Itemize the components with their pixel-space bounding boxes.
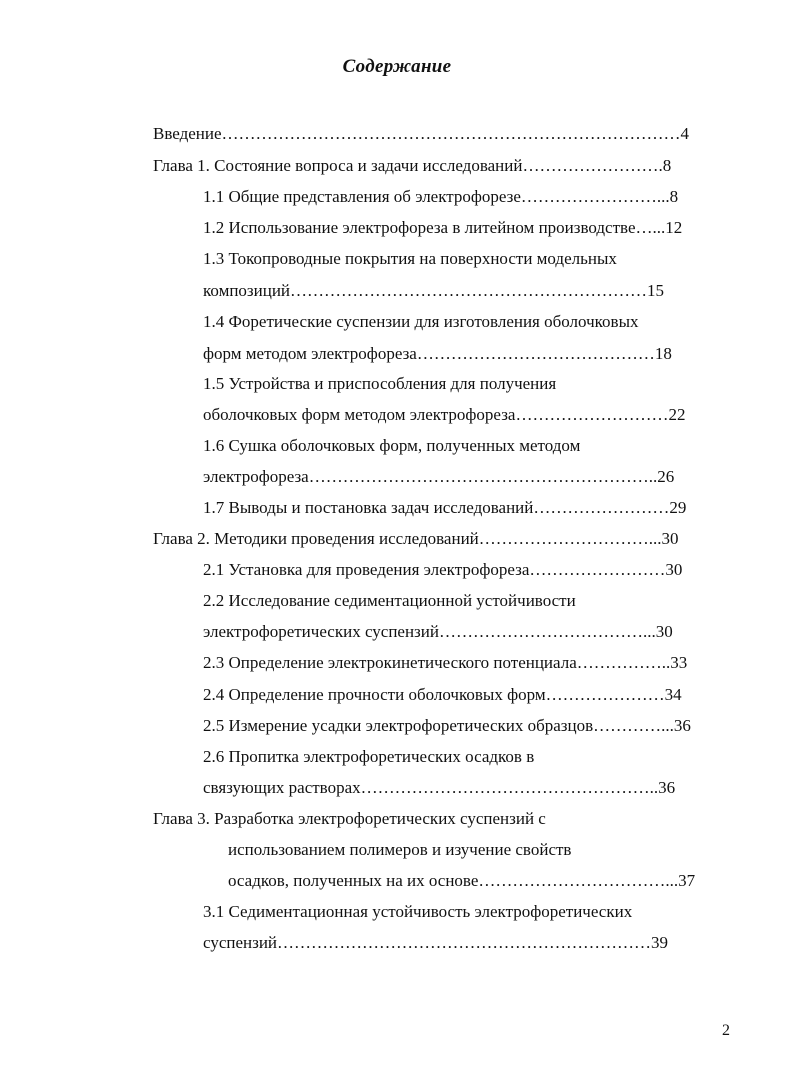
toc-entry: 2.4 Определение прочности оболочковых форм…………………34: [203, 685, 682, 704]
toc-entry: форм методом электрофореза……………………………………18: [203, 344, 672, 363]
toc-entry: 1.6 Сушка оболочковых форм, полученных методом: [203, 436, 581, 455]
toc-entry: 3.1 Седиментационная устойчивость электрофоретических: [203, 902, 633, 921]
toc-entry: 1.2 Использование электрофореза в литейном производстве…...12: [203, 218, 683, 237]
toc-entry: Глава 3. Разработка электрофоретических суспензий с: [153, 809, 546, 828]
toc-entry: связующих растворах……………………………………………..36: [203, 778, 676, 797]
toc-entry: 1.3 Токопроводные покрытия на поверхности модельных: [203, 249, 617, 268]
toc-entry: оболочковых форм методом электрофореза………………………22: [203, 405, 686, 424]
toc-entry: электрофоретических суспензий………………………………...30: [203, 622, 673, 641]
toc-entry: 2.1 Установка для проведения электрофореза……………………30: [203, 560, 683, 579]
toc-entry: использованием полимеров и изучение свойств: [228, 840, 572, 859]
toc-entry: суспензий…………………………………………………………39: [203, 933, 669, 952]
toc-entry: осадков, полученных на их основе……………………………...37: [228, 871, 696, 890]
toc-entry: электрофореза……………………………………………………..26: [203, 467, 675, 486]
toc-entry: 1.1 Общие представления об электрофорезе……………………...8: [203, 187, 679, 206]
toc-entry: Глава 1. Состояние вопроса и задачи исследований…………………….8: [153, 156, 672, 175]
toc-entry: 1.4 Форетические суспензии для изготовления оболочковых: [203, 312, 639, 331]
toc-entry: 2.6 Пропитка электрофоретических осадков в: [203, 747, 535, 766]
toc-entry: Введение………………………………………………………………………4: [153, 124, 690, 143]
toc-entry: Глава 2. Методики проведения исследований…………………………...30: [153, 529, 679, 548]
toc-entry: 1.5 Устройства и приспособления для получения: [203, 374, 557, 393]
toc-entry: 1.7 Выводы и постановка задач исследований……………………29: [203, 498, 687, 517]
toc-entry: композиций………………………………………………………15: [203, 281, 665, 300]
page-number: 2: [722, 1022, 730, 1039]
toc-entry: 2.2 Исследование седиментационной устойчивости: [203, 591, 576, 610]
toc-entry: 2.5 Измерение усадки электрофоретических образцов…………...36: [203, 716, 691, 735]
toc-entry: 2.3 Определение электрокинетического потенциала……………..33: [203, 653, 688, 672]
page-title: Содержание: [342, 56, 452, 77]
